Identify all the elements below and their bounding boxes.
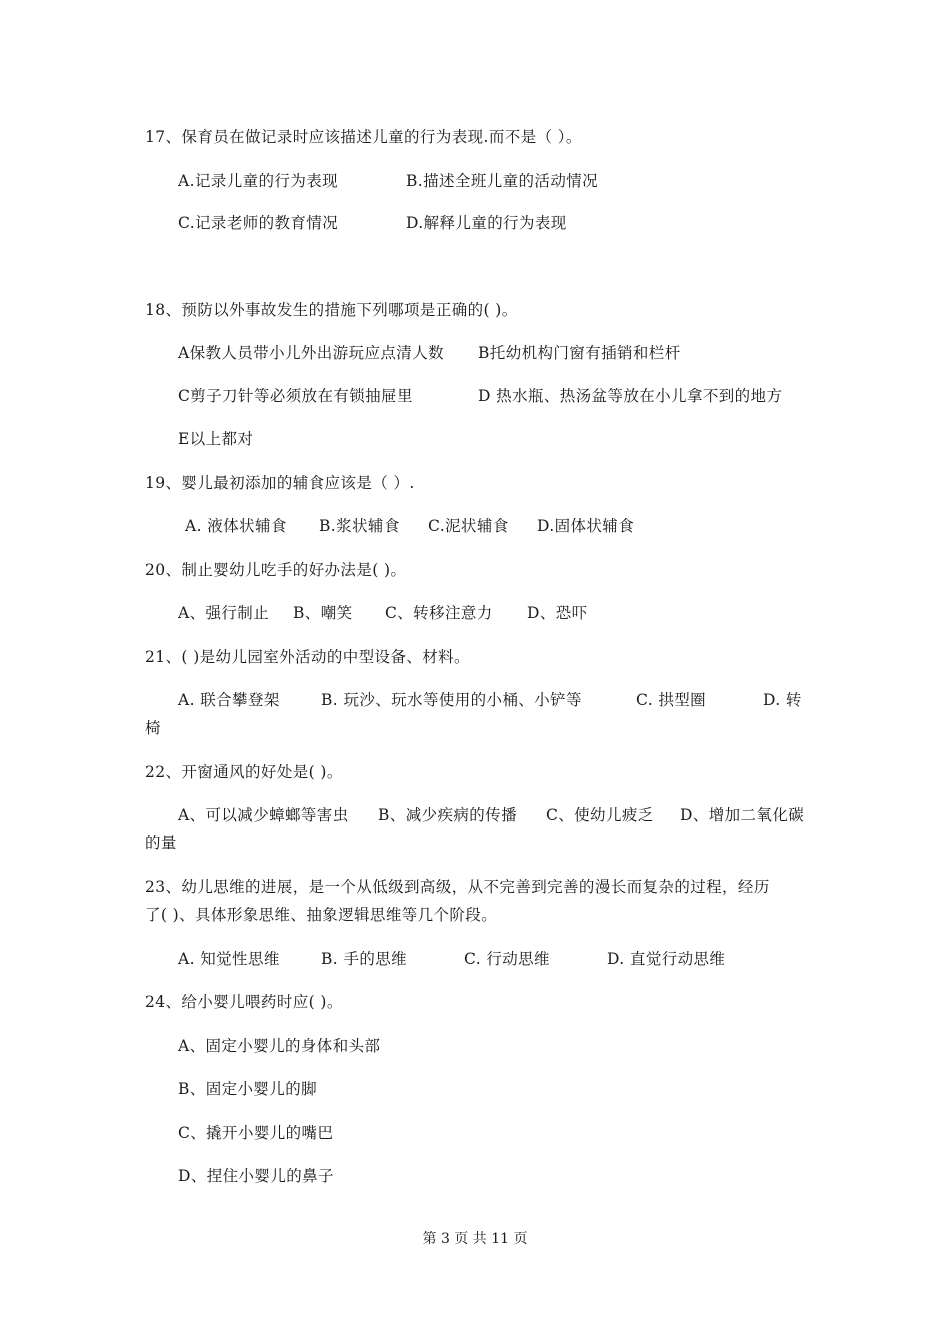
question-19-option-c: C.泥状辅食 bbox=[428, 517, 509, 535]
question-21-option-d-continuation: 椅 bbox=[145, 719, 161, 737]
question-19-options bbox=[185, 516, 634, 536]
question-18-options-row2 bbox=[178, 386, 782, 406]
question-18-option-e: E以上都对 bbox=[178, 430, 254, 448]
question-19-option-d: D.固体状辅食 bbox=[537, 517, 635, 535]
question-19-stem: 19、婴儿最初添加的辅食应该是（ ）. bbox=[145, 474, 415, 492]
question-22-option-d: D、增加二氧化碳 bbox=[680, 806, 805, 824]
question-18-option-b: B托幼机构门窗有插销和栏杆 bbox=[478, 344, 681, 362]
question-20-option-b: B、嘲笑 bbox=[293, 604, 353, 622]
page-footer: 第 3 页 共 11 页 bbox=[422, 1231, 528, 1247]
question-18-options-row1 bbox=[178, 343, 681, 363]
question-22-option-b: B、减少疾病的传播 bbox=[378, 806, 517, 824]
question-17-option-c: C.记录老师的教育情况 bbox=[178, 214, 339, 232]
question-21-stem: 21、( )是幼儿园室外活动的中型设备、材料。 bbox=[145, 648, 470, 666]
question-22-option-a: A、可以减少蟑螂等害虫 bbox=[178, 806, 349, 824]
question-21-option-b: B. 玩沙、玩水等使用的小桶、小铲等 bbox=[321, 691, 582, 709]
question-22-stem: 22、开窗通风的好处是( )。 bbox=[145, 763, 343, 781]
question-23-stem: 23、幼儿思维的进展，是一个从低级到高级，从不完善到完善的漫长而复杂的过程，经历 bbox=[145, 878, 770, 896]
question-17-options-row1 bbox=[178, 171, 598, 191]
question-21-option-d: D. 转 bbox=[763, 691, 802, 709]
question-22-option-c: C、使幼儿疲乏 bbox=[546, 806, 654, 824]
question-18-option-a: A保教人员带小儿外出游玩应点清人数 bbox=[178, 344, 444, 362]
question-17-options-row2 bbox=[178, 213, 567, 233]
question-24-option-a: A、固定小婴儿的身体和头部 bbox=[178, 1037, 381, 1055]
question-23-options bbox=[178, 949, 725, 969]
question-17-option-b: B.描述全班儿童的活动情况 bbox=[406, 172, 599, 190]
question-22-options bbox=[178, 805, 804, 825]
question-17-option-d: D.解释儿童的行为表现 bbox=[406, 214, 567, 232]
question-24-option-d: D、捏住小婴儿的鼻子 bbox=[178, 1167, 334, 1185]
question-23-option-c: C. 行动思维 bbox=[464, 950, 550, 968]
question-23-option-a: A. 知觉性思维 bbox=[178, 950, 280, 968]
question-22-option-d-continuation: 的量 bbox=[145, 834, 177, 852]
question-18-stem: 18、预防以外事故发生的措施下列哪项是正确的( )。 bbox=[145, 301, 518, 319]
question-23-option-b: B. 手的思维 bbox=[321, 950, 408, 968]
question-18-option-c: C剪子刀针等必须放在有锁抽屉里 bbox=[178, 387, 413, 405]
question-17-option-a: A.记录儿童的行为表现 bbox=[178, 172, 339, 190]
question-21-options bbox=[178, 690, 802, 710]
question-19-option-a: A. 液体状辅食 bbox=[185, 517, 287, 535]
question-19-option-b: B.浆状辅食 bbox=[319, 517, 400, 535]
question-21-option-c: C. 拱型圈 bbox=[636, 691, 707, 709]
question-20-option-a: A、强行制止 bbox=[178, 604, 270, 622]
question-24-stem: 24、给小婴儿喂药时应( )。 bbox=[145, 993, 343, 1011]
question-20-option-c: C、转移注意力 bbox=[385, 604, 493, 622]
question-21-option-a: A. 联合攀登架 bbox=[178, 691, 280, 709]
question-23-stem-continuation: 了( )、具体形象思维、抽象逻辑思维等几个阶段。 bbox=[145, 906, 498, 924]
question-17-stem: 17、保育员在做记录时应该描述儿童的行为表现.而不是（ ）。 bbox=[145, 128, 582, 146]
question-20-options bbox=[178, 603, 588, 623]
question-24-option-b: B、固定小婴儿的脚 bbox=[178, 1080, 317, 1098]
question-20-stem: 20、制止婴幼儿吃手的好办法是( )。 bbox=[145, 561, 407, 579]
question-24-option-c: C、撬开小婴儿的嘴巴 bbox=[178, 1124, 334, 1142]
question-20-option-d: D、恐吓 bbox=[527, 604, 588, 622]
question-18-option-d: D 热水瓶、热汤盆等放在小儿拿不到的地方 bbox=[478, 387, 783, 405]
question-23-option-d: D. 直觉行动思维 bbox=[607, 950, 726, 968]
